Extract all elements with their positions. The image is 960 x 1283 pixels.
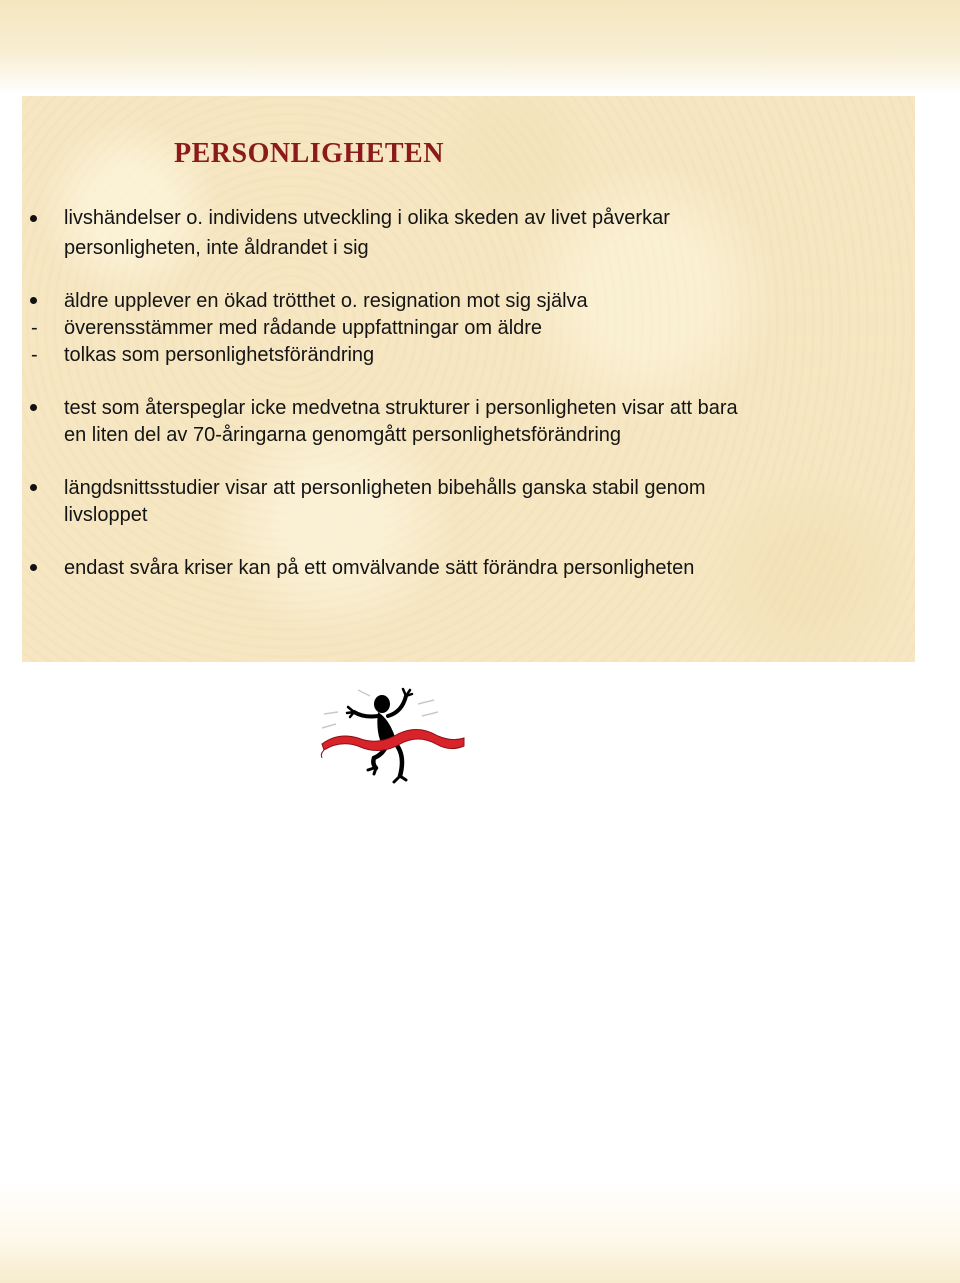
- page-bottom-band: [0, 1180, 960, 1283]
- bullet-icon: [30, 564, 37, 571]
- subpoint-2-text: tolkas som personlighetsförändring: [64, 344, 375, 366]
- bullet-icon: [30, 484, 37, 491]
- subpoint-1-text: överensstämmer med rådande uppfattningar om äldre: [64, 317, 543, 339]
- bullet-4-line-2: livsloppet: [64, 504, 148, 526]
- slide-title: PERSONLIGHETEN: [174, 138, 444, 169]
- bullet-icon: [30, 404, 37, 411]
- bullet-1-line-1: livshändelser o. individens utveckling i olika skeden av livet påverkar: [64, 207, 670, 229]
- bullet-4-line-1: längdsnittsstudier visar att personligheten bibehålls ganska stabil genom: [64, 477, 706, 499]
- finish-line-runner-icon: [318, 684, 468, 786]
- bullet-icon: [30, 297, 37, 304]
- bullet-2-line-1: äldre upplever en ökad trötthet o. resignation mot sig själva: [64, 290, 588, 312]
- bullet-5-line-1: endast svåra kriser kan på ett omvälvande sätt förändra personligheten: [64, 557, 695, 579]
- bullet-3-line-2: en liten del av 70-åringarna genomgått personlighetsförändring: [64, 424, 622, 446]
- bullet-icon: [30, 215, 37, 222]
- bullet-3-line-1: test som återspeglar icke medvetna strukturer i personligheten visar att bara: [64, 397, 738, 419]
- subpoint-dash-1: -: [31, 317, 38, 339]
- bullet-1-line-2: personligheten, inte åldrandet i sig: [64, 237, 369, 259]
- subpoint-dash-2: -: [31, 344, 38, 366]
- page-top-band: [0, 0, 960, 95]
